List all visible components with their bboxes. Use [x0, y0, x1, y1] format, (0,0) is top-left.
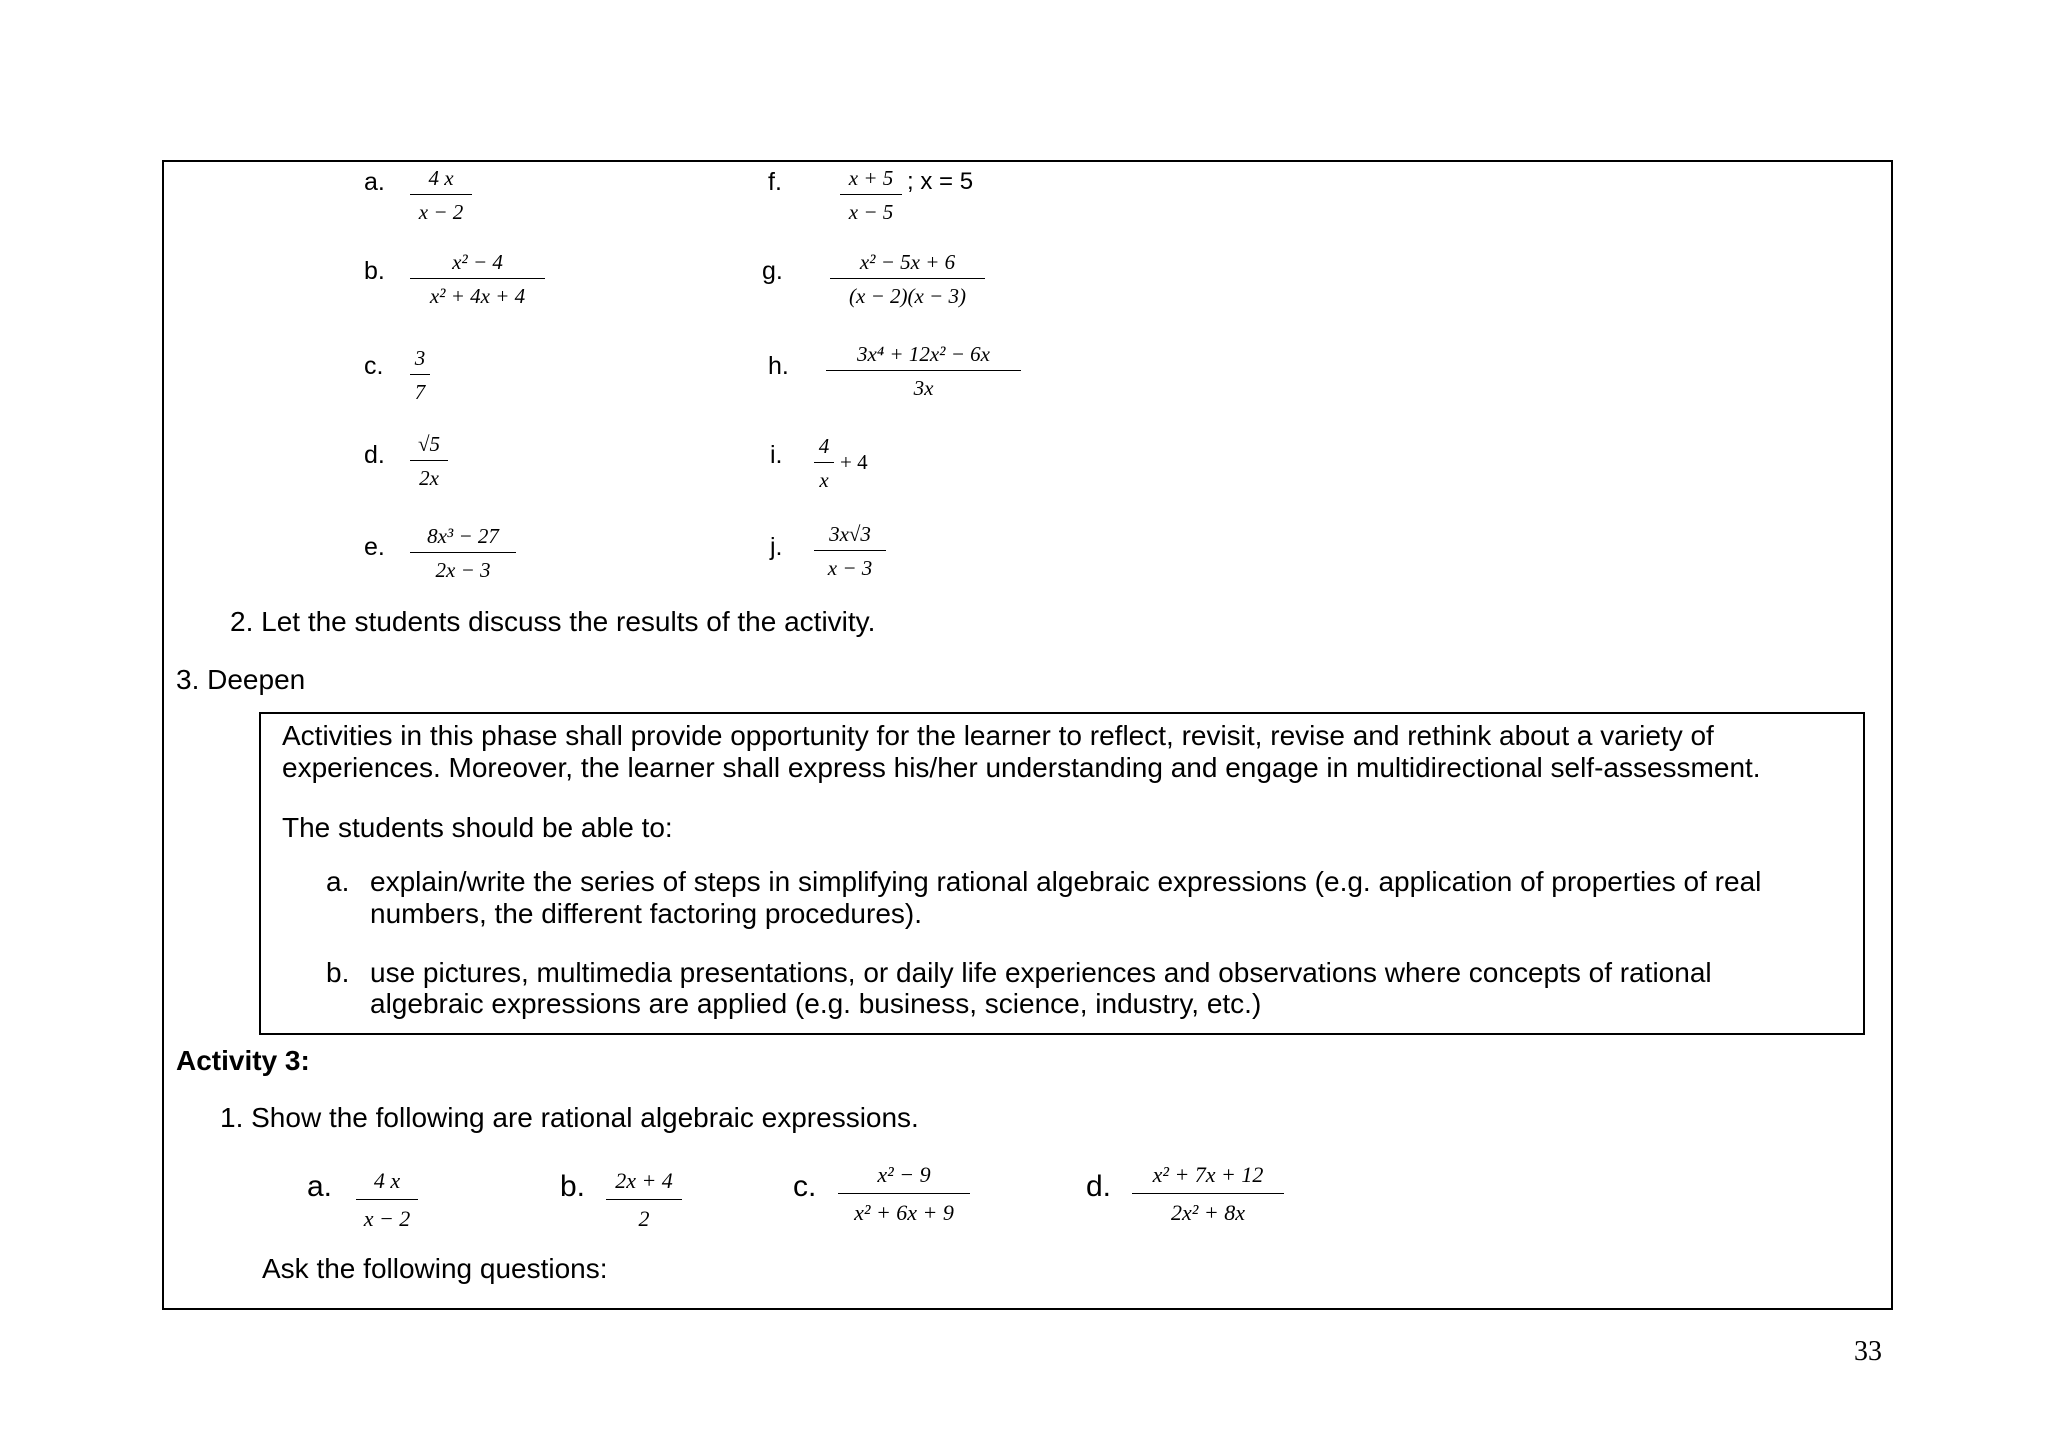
item-g-label: g. — [762, 257, 783, 285]
fraction-i-numerator: 4 — [818, 434, 830, 458]
fraction-c-numerator: 3 — [414, 346, 426, 370]
deepen-item-b-label: b. — [326, 957, 350, 988]
fraction-d-denominator: 2x — [419, 466, 439, 490]
fraction-i-addend: + 4 — [840, 450, 868, 474]
fraction-bar — [410, 552, 516, 553]
deepen-line-2: experiences. Moreover, the learner shall express his/her understanding and engage in multidirectional self-assessment. — [282, 752, 1761, 783]
fraction-bar — [410, 194, 472, 195]
activity3-item-b-label: b. — [560, 1170, 586, 1203]
step-2-text: 2. Let the students discuss the results of the activity. — [230, 606, 876, 637]
deepen-item-b-line-1: use pictures, multimedia presentations, or daily life experiences and observations where concepts of rational — [370, 957, 1712, 988]
activity3-fraction-b — [606, 1168, 682, 1238]
fraction-a — [410, 166, 472, 230]
page-number: 33 — [1854, 1336, 1882, 1367]
fraction-b-numerator: x² − 4 — [452, 250, 503, 274]
fraction-i — [814, 434, 834, 498]
fraction-f — [840, 166, 902, 230]
activity3-fraction-b-denominator: 2 — [638, 1206, 650, 1231]
fraction-d-numerator: √5 — [417, 432, 441, 456]
fraction-e-denominator: 2x − 3 — [435, 558, 491, 582]
deepen-item-a-label: a. — [326, 866, 350, 897]
activity3-fraction-c-denominator: x² + 6x + 9 — [854, 1200, 954, 1225]
fraction-g — [830, 250, 985, 314]
deepen-line-1: Activities in this phase shall provide opportunity for the learner to reflect, revisit, revise and rethink about a variety of — [282, 720, 1714, 751]
activity3-fraction-a-denominator: x − 2 — [363, 1206, 411, 1231]
fraction-j-numerator: 3x√3 — [829, 522, 871, 546]
activity3-fraction-c — [838, 1162, 970, 1238]
fraction-a-numerator: 4 x — [428, 166, 454, 190]
fraction-h — [826, 342, 1021, 406]
activity3-fraction-d — [1132, 1162, 1284, 1238]
fraction-f-denominator: x − 5 — [848, 200, 894, 224]
activity-3-step-1: 1. Show the following are rational algebraic expressions. — [220, 1102, 919, 1133]
fraction-e — [410, 524, 516, 588]
fraction-c — [410, 346, 430, 410]
deepen-item-b-line-2: algebraic expressions are applied (e.g. business, science, industry, etc.) — [370, 988, 1262, 1019]
fraction-i-denominator: x — [819, 468, 829, 492]
item-d-label: d. — [364, 441, 385, 469]
fraction-j — [814, 522, 886, 586]
deepen-line-3: The students should be able to: — [282, 812, 673, 843]
activity3-item-c-label: c. — [793, 1170, 817, 1203]
fraction-b — [410, 250, 545, 314]
deepen-item-a-line-1: explain/write the series of steps in simplifying rational algebraic expressions (e.g. application of properties of real — [370, 866, 1762, 897]
fraction-bar — [1132, 1193, 1284, 1194]
item-h-label: h. — [768, 352, 789, 380]
fraction-d — [410, 432, 448, 496]
fraction-b-denominator: x² + 4x + 4 — [429, 284, 526, 308]
step-3-heading: 3. Deepen — [176, 664, 306, 695]
fraction-a-denominator: x − 2 — [418, 200, 464, 224]
activity3-fraction-d-denominator: 2x² + 8x — [1171, 1200, 1245, 1225]
fraction-bar — [356, 1199, 418, 1200]
activity3-fraction-a-numerator: 4 x — [373, 1168, 401, 1193]
item-c-label: c. — [364, 352, 384, 380]
fraction-bar — [410, 278, 545, 279]
fraction-f-numerator: x + 5 — [848, 166, 894, 190]
activity-3-heading: Activity 3: — [176, 1045, 310, 1076]
activity3-fraction-a — [356, 1168, 418, 1238]
fraction-bar — [410, 460, 448, 461]
fraction-c-denominator: 7 — [414, 380, 426, 404]
fraction-h-numerator: 3x⁴ + 12x² − 6x — [857, 342, 990, 366]
fraction-f-condition: ; x = 5 — [907, 168, 974, 195]
activity3-fraction-d-numerator: x² + 7x + 12 — [1152, 1162, 1264, 1187]
item-b-label: b. — [364, 257, 385, 285]
fraction-bar — [826, 370, 1021, 371]
deepen-item-a-line-2: numbers, the different factoring procedures). — [370, 898, 923, 929]
fraction-bar — [410, 374, 430, 375]
fraction-bar — [814, 550, 886, 551]
fraction-bar — [838, 1193, 970, 1194]
activity3-fraction-c-numerator: x² − 9 — [877, 1162, 931, 1187]
fraction-bar — [606, 1199, 682, 1200]
fraction-e-numerator: 8x³ − 27 — [427, 524, 499, 548]
activity3-item-a-label: a. — [307, 1170, 333, 1203]
fraction-g-denominator: (x − 2)(x − 3) — [849, 284, 966, 308]
ask-questions-text: Ask the following questions: — [262, 1253, 608, 1284]
fraction-bar — [814, 462, 834, 463]
item-i-label: i. — [770, 441, 783, 469]
fraction-h-denominator: 3x — [913, 376, 934, 400]
item-e-label: e. — [364, 533, 385, 561]
activity3-fraction-b-numerator: 2x + 4 — [615, 1168, 673, 1193]
fraction-bar — [840, 194, 902, 195]
item-f-label: f. — [768, 168, 782, 196]
fraction-g-numerator: x² − 5x + 6 — [859, 250, 956, 274]
activity3-item-d-label: d. — [1086, 1170, 1112, 1203]
fraction-bar — [830, 278, 985, 279]
fraction-j-denominator: x − 3 — [827, 556, 873, 580]
item-j-label: j. — [770, 533, 783, 561]
item-a-label: a. — [364, 168, 385, 196]
